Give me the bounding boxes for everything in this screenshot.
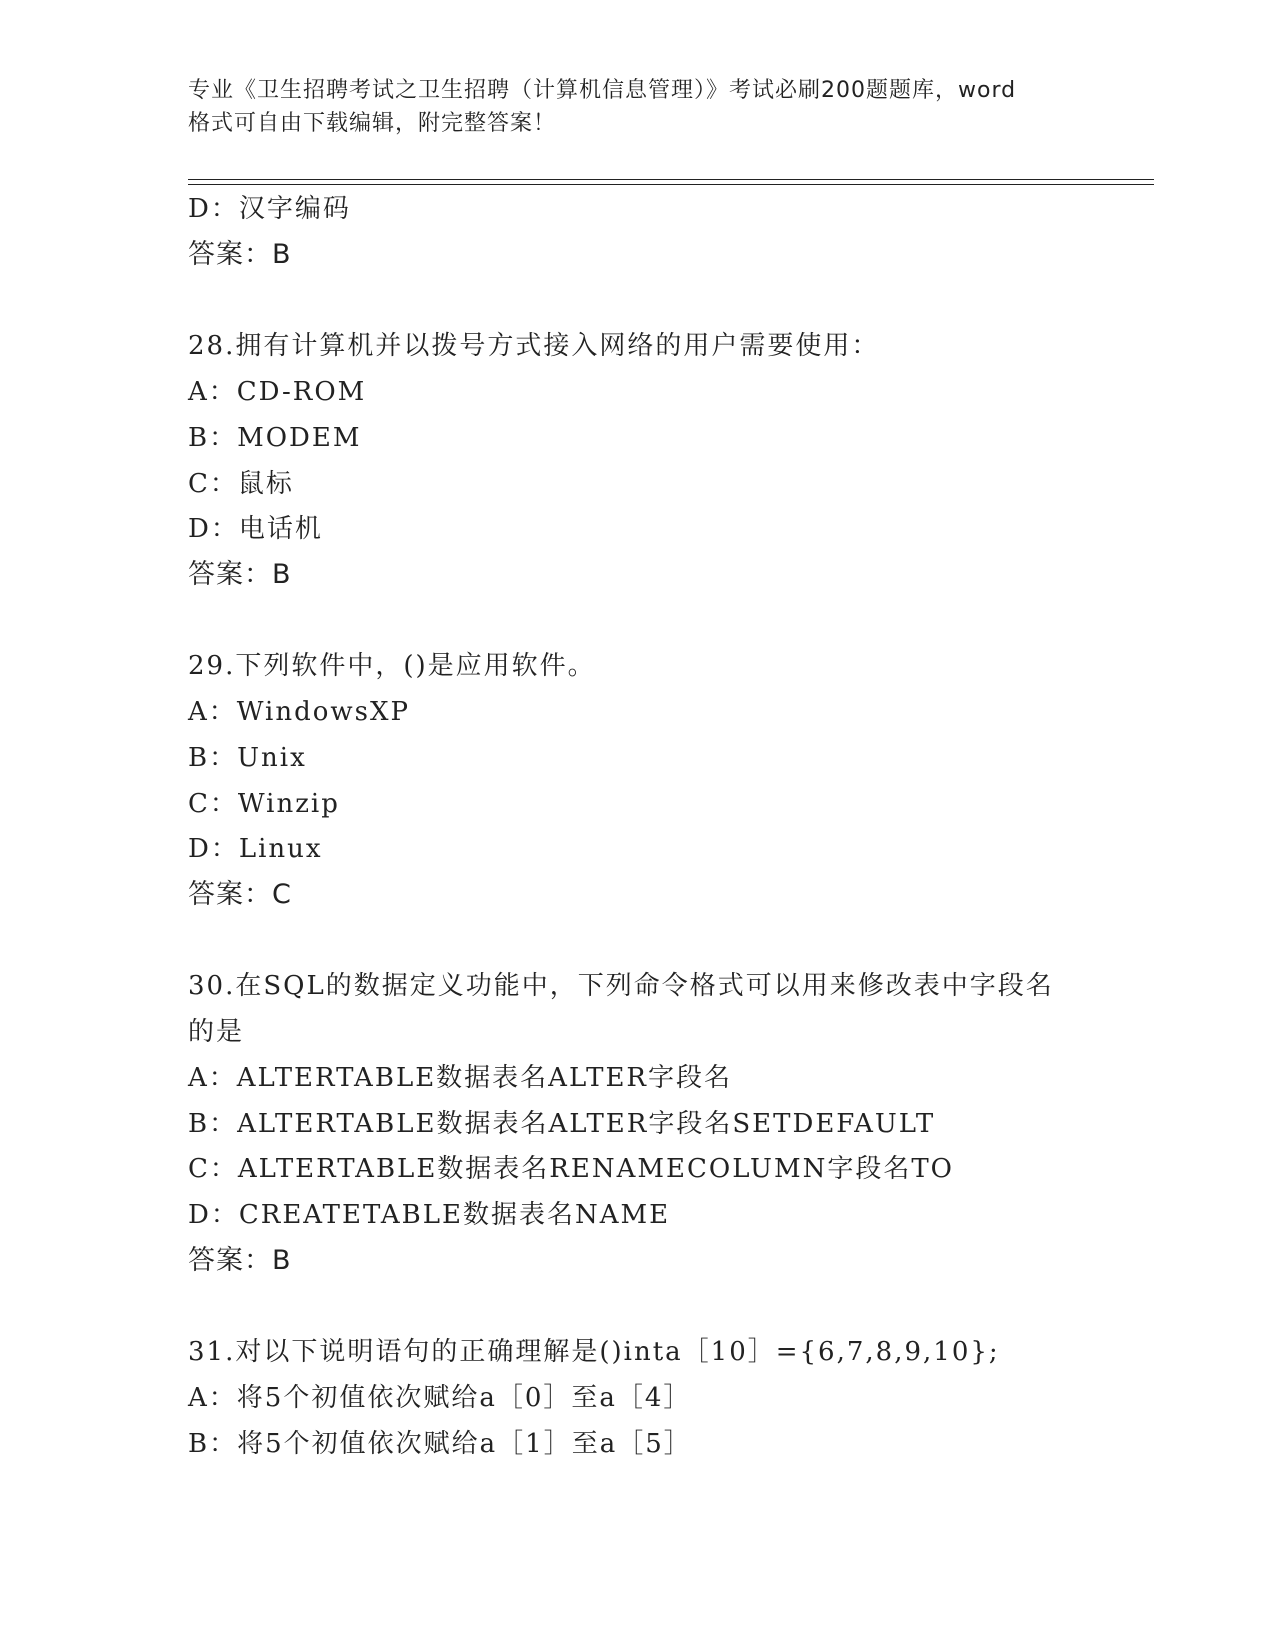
q29-option-c: C：Winzip — [188, 789, 340, 819]
q28-option-c: C：鼠标 — [188, 469, 294, 499]
q27-answer: 答案：B — [188, 239, 292, 270]
q31-option-a: A：将5个初值依次赋给a［0］至a［4］ — [188, 1383, 692, 1413]
q28-option-b: B：MODEM — [188, 423, 362, 453]
header-divider-bottom — [188, 184, 1154, 185]
q30-option-d: D：CREATETABLE数据表名NAME — [188, 1200, 671, 1230]
q28-stem: 28.拥有计算机并以拨号方式接入网络的用户需要使用： — [188, 331, 880, 361]
q28-option-d: D：电话机 — [188, 514, 323, 544]
q29-stem: 29.下列软件中，()是应用软件。 — [188, 651, 596, 681]
q29-answer: 答案：C — [188, 879, 292, 910]
header-divider-top — [188, 179, 1154, 180]
header-line-2: 格式可自由下载编辑，附完整答案！ — [188, 111, 557, 136]
q27-option-d: D：汉字编码 — [188, 194, 351, 224]
q29-option-d: D：Linux — [188, 834, 323, 864]
q30-stem-line-1: 30.在SQL的数据定义功能中，下列命令格式可以用来修改表中字段名 — [188, 971, 1054, 1001]
q29-option-b: B：Unix — [188, 743, 307, 773]
q30-stem-line-2: 的是 — [188, 1017, 245, 1047]
q31-option-b: B：将5个初值依次赋给a［1］至a［5］ — [188, 1429, 692, 1459]
q30-option-a: A：ALTERTABLE数据表名ALTER字段名 — [188, 1063, 733, 1093]
q29-option-a: A：WindowsXP — [188, 697, 411, 727]
document-header — [188, 74, 1088, 140]
header-line-1: 专业《卫生招聘考试之卫生招聘（计算机信息管理）》考试必刷200题题库，word — [188, 78, 1017, 103]
q31-stem: 31.对以下说明语句的正确理解是()inta［10］={6,7,8,9,10}; — [188, 1337, 1000, 1367]
q28-answer: 答案：B — [188, 559, 292, 590]
q28-option-a: A：CD-ROM — [188, 377, 367, 407]
q30-option-b: B：ALTERTABLE数据表名ALTER字段名SETDEFAULT — [188, 1109, 936, 1139]
q30-answer: 答案：B — [188, 1245, 292, 1276]
q30-option-c: C：ALTERTABLE数据表名RENAMECOLUMN字段名TO — [188, 1154, 954, 1184]
